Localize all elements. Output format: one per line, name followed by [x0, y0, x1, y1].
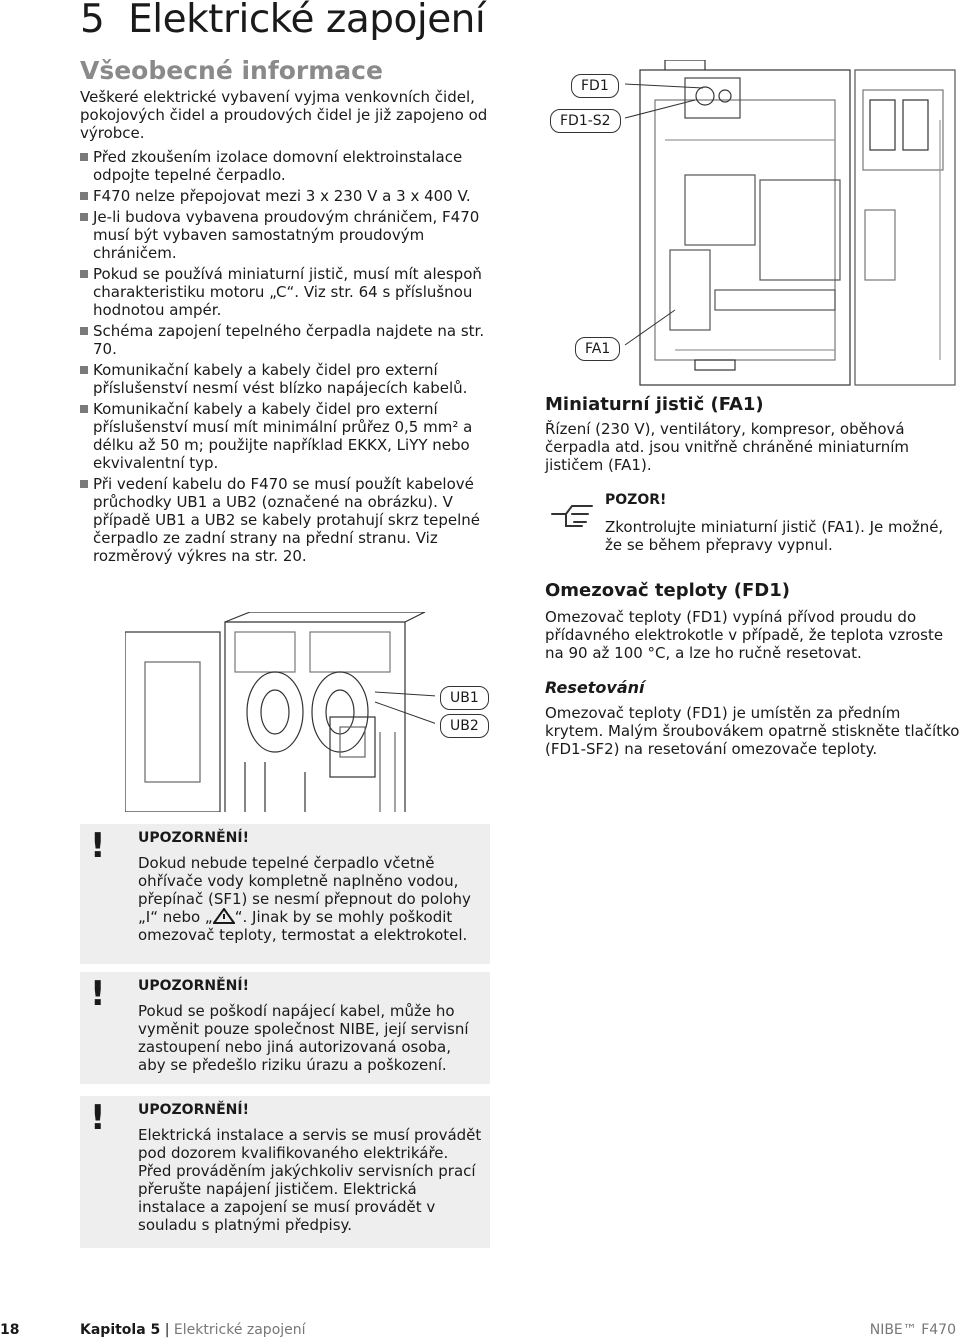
footer-chapter-label: Kapitola 5	[80, 1322, 161, 1338]
breaker-text: Řízení (230 V), ventilátory, kompresor, oběhová čerpadla atd. jsou vnitřně chráněné miniaturním jističem (FA1).	[545, 420, 909, 474]
bullet-square-icon	[80, 213, 88, 221]
warning-exclamation-icon: !	[90, 1098, 106, 1138]
list-item: Je-li budova vybavena proudovým chráničem, F470 musí být vybaven samostatným proudovým chráničem.	[80, 208, 492, 262]
warning-exclamation-icon: !	[90, 974, 106, 1014]
warning-exclamation-icon: !	[90, 826, 106, 866]
list-item: Pokud se používá miniaturní jistič, musí mít alespoň charakteristiku motoru „C“. Viz str. 64 s příslušnou hodnotou ampér.	[80, 265, 492, 319]
list-item: Při vedení kabelu do F470 se musí použít kabelové průchodky UB1 a UB2 (označené na obrázku). V případě UB1 a UB2 se kabely protahují skrz tepelné čerpadlo ze zadní strany na přední stranu. Viz rozměrový výkres na str. 20.	[80, 475, 492, 565]
page-number: 18	[0, 1322, 20, 1338]
note-text: Zkontrolujte miniaturní jistič (FA1). Je možné, že se během přepravy vypnul.	[605, 518, 944, 554]
bullet-square-icon	[80, 270, 88, 278]
footer-chapter	[80, 1322, 306, 1338]
warning-triangle-icon	[213, 908, 235, 924]
limiter-text: Omezovač teploty (FD1) vypíná přívod proudu do přídavného elektrokotle v případě, že teplota vzroste na 90 až 100 °C, a lze ho ručně resetovat.	[545, 608, 944, 662]
list-item: Před zkoušením izolace domovní elektroinstalace odpojte tepelné čerpadlo.	[80, 148, 492, 184]
bullet-square-icon	[80, 480, 88, 488]
breaker-heading: Miniaturní jistič (FA1)	[545, 394, 764, 415]
chapter-number: 5	[80, 0, 105, 42]
callout-fa1: FA1	[575, 337, 620, 361]
limiter-heading: Omezovač teploty (FD1)	[545, 580, 790, 601]
warning-title: UPOZORNĚNÍ!	[138, 1102, 249, 1118]
warning-text: Pokud se poškodí napájecí kabel, může ho vyměnit pouze společnost NIBE, její servisní zastoupení nebo jiná autorizovaná osoba, aby se předešlo riziku úrazu a poškození.	[138, 1002, 469, 1074]
callout-fd1-s2: FD1-S2	[550, 109, 621, 133]
reset-text: Omezovač teploty (FD1) je umístěn za předním krytem. Malým šroubovákem opatrně stiskněte tlačítko (FD1-SF2) na resetování omezovače teploty.	[545, 704, 960, 758]
note-title: POZOR!	[605, 492, 667, 508]
warning-box-1	[80, 824, 490, 964]
warning-box-3	[80, 1096, 490, 1248]
bullet-square-icon	[80, 153, 88, 161]
warning-title: UPOZORNĚNÍ!	[138, 978, 249, 994]
general-info-list	[80, 148, 492, 568]
bullet-square-icon	[80, 405, 88, 413]
warning-text: Elektrická instalace a servis se musí provádět pod dozorem kvalifikovaného elektrikáře. Před prováděním jakýchkoliv servisních prací přerušte napájení jističem. Elektrická instalace a zapojení se musí provádět v souladu s platnými předpisy.	[138, 1126, 482, 1234]
footer-chapter-title: Elektrické zapojení	[173, 1322, 306, 1338]
list-item: F470 nelze přepojovat mezi 3 x 230 V a 3 x 400 V.	[80, 187, 492, 205]
bullet-square-icon	[80, 327, 88, 335]
section-title: Všeobecné informace	[80, 56, 383, 85]
chapter-heading	[80, 0, 485, 40]
list-item: Komunikační kabely a kabely čidel pro externí příslušenství musí mít minimální průřez 0,5 mm² a délku až 50 m; použijte například EKKX, LiYY nebo ekvivalentní typ.	[80, 400, 492, 472]
section-intro: Veškeré elektrické vybavení vyjma venkovních čidel, pokojových čidel a proudových čidel je již zapojeno od výrobce.	[80, 88, 488, 142]
warning-title: UPOZORNĚNÍ!	[138, 830, 249, 846]
bullet-square-icon	[80, 192, 88, 200]
chapter-title: Elektrické zapojení	[128, 0, 486, 42]
footer-product: NIBE™ F470	[869, 1322, 956, 1338]
callout-ub1: UB1	[440, 686, 489, 710]
callout-ub2: UB2	[440, 714, 489, 738]
warning-box-2	[80, 972, 490, 1084]
list-item: Schéma zapojení tepelného čerpadla najdete na str. 70.	[80, 322, 492, 358]
reset-heading: Resetování	[545, 678, 645, 697]
callout-fd1: FD1	[571, 74, 619, 98]
warning-text: Dokud nebude tepelné čerpadlo včetně ohřívače vody kompletně naplněno vodou, přepínač (SF1) se nesmí přepnout do polohy „I“ nebo „ “. Jinak by se mohly poškodit omezovač teploty, termostat a elektrokotel.	[138, 854, 471, 944]
heat-pump-figure	[125, 612, 435, 812]
bullet-square-icon	[80, 366, 88, 374]
pointing-hand-icon	[548, 492, 598, 532]
list-item: Komunikační kabely a kabely čidel pro externí příslušenství nesmí vést blízko napájecích kabelů.	[80, 361, 492, 397]
footer-separator: |	[160, 1322, 174, 1338]
